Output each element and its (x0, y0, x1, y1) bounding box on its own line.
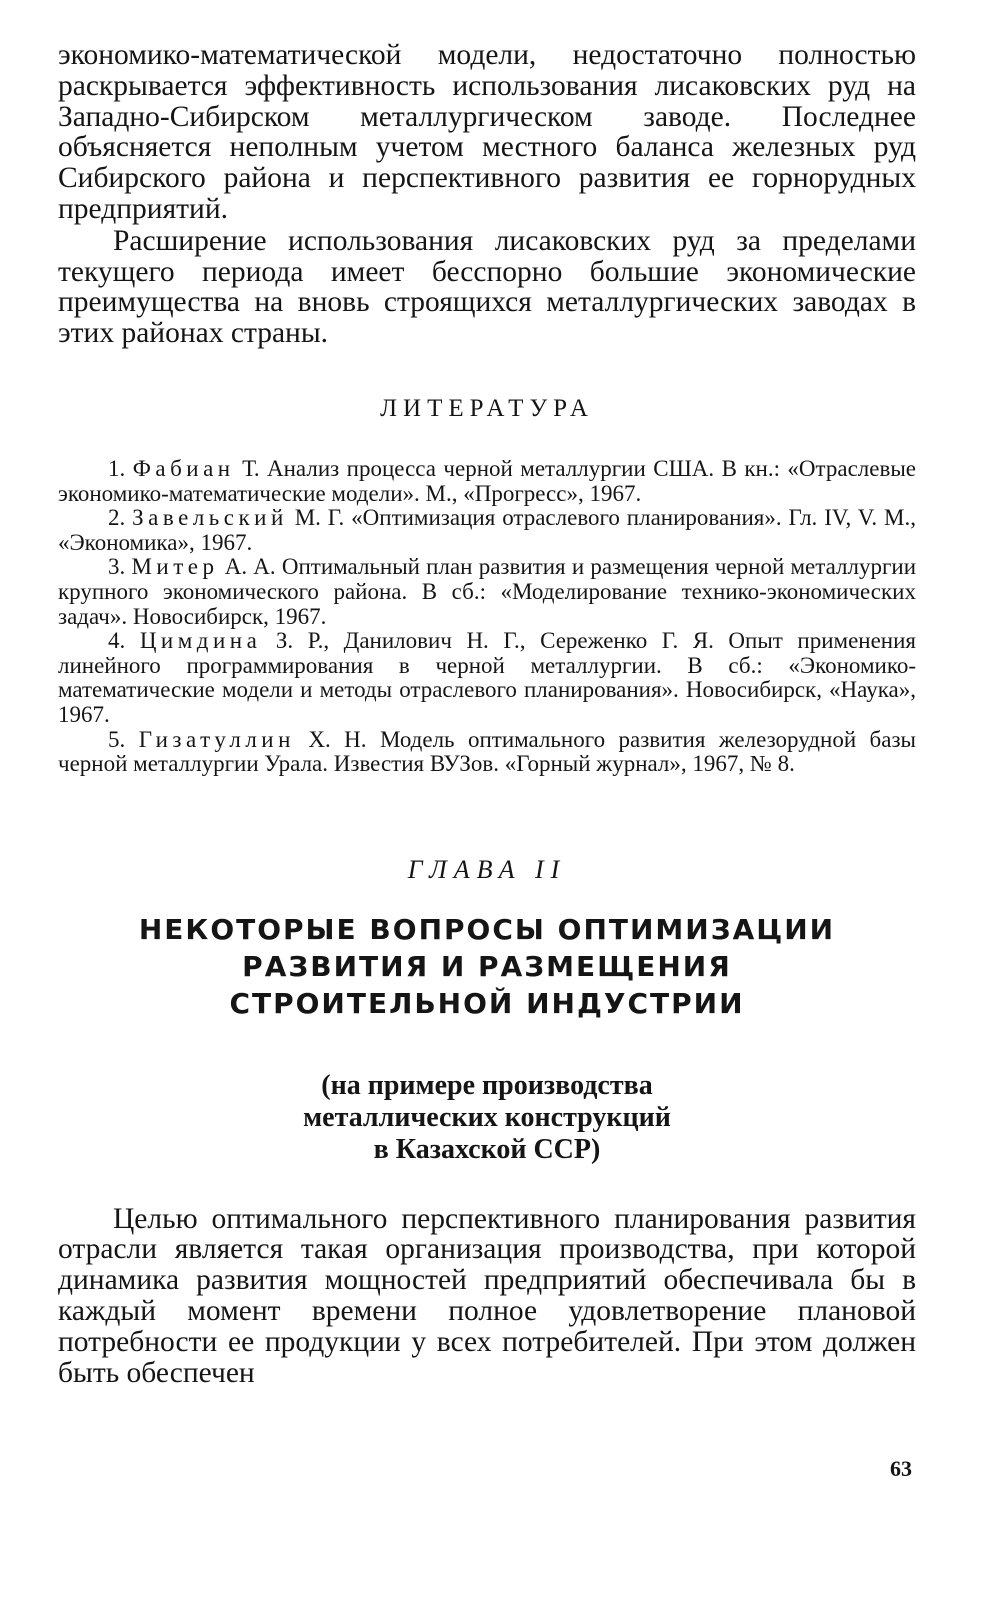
reference-author: Гизатуллин (138, 726, 295, 752)
intro-paragraph-1: экономико-математической модели, недостаточно полностью раскрывается эффективность использования лисаковских руд на Западно-Сибирском металлургическом заводе. Последнее объясняется неполным учетом местного баланса железных руд Сибирского района и перспективного развития ее горнорудных предприятий. (58, 39, 916, 225)
body-paragraph: Целью оптимального перспективного планирования развития отрасли является такая организация производства, при которой динамика развития мощностей предприятий обеспечивала бы в каждый момент времени полное удовлетворение плановой потребности ее продукции у всех потребителей. При этом должен быть обеспечен (58, 1202, 916, 1389)
chapter-title-line: НЕКОТОРЫЕ ВОПРОСЫ ОПТИМИЗАЦИИ (138, 912, 836, 946)
chapter-title-line: СТРОИТЕЛЬНОЙ ИНДУСТРИИ (229, 986, 745, 1020)
reference-author: Завельский (132, 505, 288, 531)
chapter-title (58, 911, 916, 1022)
chapter-subtitle-line: (на примере производства (321, 1069, 653, 1101)
intro-paragraph-2: Расширение использования лисаковских руд за пределами текущего периода имеет бесспорно большие экономические преимущества на вновь строящихся металлургических заводах в этих районах страны. (58, 224, 916, 350)
reference-author: Митер (131, 554, 219, 580)
reference-item: 3. Митер А. А. Оптимальный план развития и размещения черной металлургии крупного экономического района. В сб.: «Моделирование технико-экономических задач». Новосибирск, 1967. (58, 554, 917, 629)
chapter-subtitle-line: металлических конструкций (303, 1101, 671, 1133)
chapter-label: ГЛАВА II (407, 854, 567, 884)
reference-item: 4. Цимдина З. Р., Данилович Н. Г., Сереженко Г. Я. Опыт применения линейного программирования в черной металлургии. В сб.: «Экономико-математические модели и методы отраслевого планирования». Новосибирск, «Наука», 1967. (58, 628, 917, 727)
reference-list (58, 457, 916, 777)
reference-item: 5. Гизатуллин Х. Н. Модель оптимального развития железорудной базы черной металлургии Урала. Известия ВУЗов. «Горный журнал», 1967, № 8. (58, 726, 917, 777)
page-number: 63 (890, 1456, 912, 1481)
page-content (58, 40, 916, 1388)
reference-author: Фабиан (132, 455, 235, 481)
literature-heading: ЛИТЕРАТУРА (380, 394, 594, 422)
reference-author: Цимдина (139, 628, 262, 654)
reference-item: 1. Фабиан Т. Анализ процесса черной металлургии США. В кн.: «Отраслевые экономико-математические модели». М., «Прогресс», 1967. (58, 455, 917, 506)
reference-item: 2. Завельский М. Г. «Оптимизация отраслевого планирования». Гл. IV, V. М., «Экономика», 1967. (58, 505, 916, 555)
chapter-subtitle (58, 1070, 916, 1166)
chapter-title-line: РАЗВИТИЯ И РАЗМЕЩЕНИЯ (242, 949, 732, 983)
chapter-subtitle-line: в Казахской ССР) (373, 1133, 601, 1165)
